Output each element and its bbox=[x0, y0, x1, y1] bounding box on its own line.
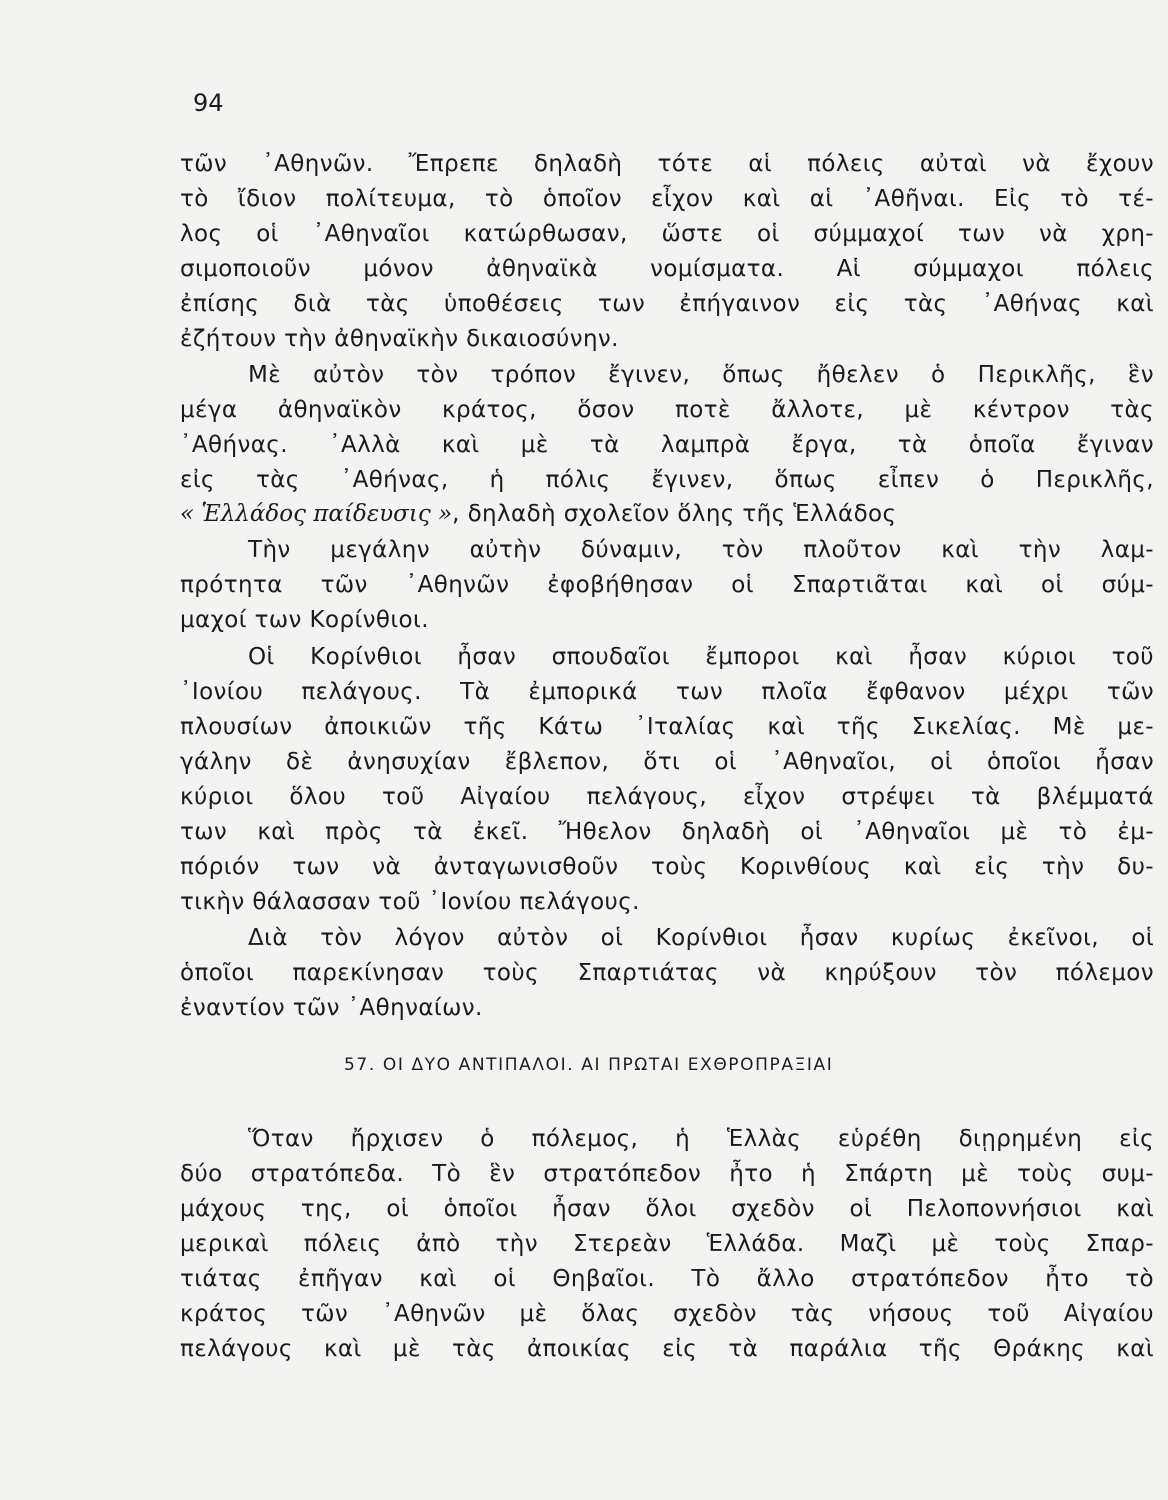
text-line: μάχους της, οἱ ὁποῖοι ἦσαν ὅλοι σχεδὸν οἱ Πελοποννήσιοι καὶ bbox=[180, 1196, 1154, 1222]
text-line: ὁποῖοι παρεκίνησαν τοὺς Σπαρτιάτας νὰ κηρύξουν τὸν πόλεμον bbox=[180, 960, 1154, 986]
page-number: 94 bbox=[193, 89, 224, 117]
text-line: πελάγους καὶ μὲ τὰς ἀποικίας εἰς τὰ παράλια τῆς Θράκης καὶ bbox=[180, 1336, 1154, 1362]
text-line-rest: , δηλαδὴ σχολεῖον ὅλης τῆς Ἑλλάδος bbox=[452, 501, 897, 527]
text-line: ἐπίσης διὰ τὰς ὑποθέσεις των ἐπήγαινον εἰς τὰς ᾿Αθήνας καὶ bbox=[180, 291, 1154, 317]
text-line: εἰς τὰς ᾿Αθήνας, ἡ πόλις ἔγινεν, ὅπως εἶπεν ὁ Περικλῆς, bbox=[180, 467, 1154, 493]
text-line: τικὴν θάλασσαν τοῦ ᾿Ιονίου πελάγους. bbox=[180, 889, 640, 915]
text-line: μερικαὶ πόλεις ἀπὸ τὴν Στερεὰν Ἑλλάδα. Μαζὶ μὲ τοὺς Σπαρ- bbox=[180, 1231, 1154, 1257]
section-heading: 57. ΟΙ ΔΥΟ ΑΝΤΙΠΑΛΟΙ. ΑΙ ΠΡΩΤΑΙ ΕΧΘΡΟΠΡΑΞΙΑΙ bbox=[344, 1055, 834, 1075]
text-line: Τὴν μεγάλην αὐτὴν δύναμιν, τὸν πλοῦτον καὶ τὴν λαμ- bbox=[248, 537, 1154, 563]
text-line: δύο στρατόπεδα. Τὸ ἓν στρατόπεδον ἦτο ἡ Σπάρτη μὲ τοὺς συμ- bbox=[180, 1161, 1154, 1187]
text-line: τῶν ᾿Αθηνῶν. Ἔπρεπε δηλαδὴ τότε αἱ πόλεις αὐταὶ νὰ ἔχουν bbox=[180, 151, 1154, 177]
text-line: γάλην δὲ ἀνησυχίαν ἔβλεπον, ὅτι οἱ ᾿Αθηναῖοι, οἱ ὁποῖοι ἦσαν bbox=[180, 749, 1154, 775]
text-line: σιμοποιοῦν μόνον ἀθηναϊκὰ νομίσματα. Αἱ σύμμαχοι πόλεις bbox=[180, 256, 1154, 282]
text-line: τιάτας ἐπῆγαν καὶ οἱ Θηβαῖοι. Τὸ ἄλλο στρατόπεδον ἦτο τὸ bbox=[180, 1266, 1154, 1292]
text-line: κράτος τῶν ᾿Αθηνῶν μὲ ὅλας σχεδὸν τὰς νήσους τοῦ Αἰγαίου bbox=[180, 1301, 1154, 1327]
text-line: Ὅταν ἤρχισεν ὁ πόλεμος, ἡ Ἑλλὰς εὑρέθη διῃρημένη εἰς bbox=[248, 1126, 1154, 1152]
text-line: λος οἱ ᾿Αθηναῖοι κατώρθωσαν, ὥστε οἱ σύμμαχοί των νὰ χρη- bbox=[180, 221, 1154, 247]
text-line bbox=[180, 497, 1154, 531]
text-line: τὸ ἴδιον πολίτευμα, τὸ ὁποῖον εἶχον καὶ αἱ ᾿Αθῆναι. Εἰς τὸ τέ- bbox=[180, 186, 1154, 212]
text-line: Διὰ τὸν λόγον αὐτὸν οἱ Κορίνθιοι ἦσαν κυρίως ἐκεῖνοι, οἱ bbox=[248, 925, 1154, 951]
text-line: μέγα ἀθηναϊκὸν κράτος, ὅσον ποτὲ ἄλλοτε, μὲ κέντρον τὰς bbox=[180, 397, 1154, 423]
text-line: των καὶ πρὸς τὰ ἐκεῖ. Ἤθελον δηλαδὴ οἱ ᾿Αθηναῖοι μὲ τὸ ἐμ- bbox=[180, 819, 1154, 845]
text-line: Οἱ Κορίνθιοι ἦσαν σπουδαῖοι ἔμποροι καὶ ἦσαν κύριοι τοῦ bbox=[248, 644, 1154, 670]
text-line: πρότητα τῶν ᾿Αθηνῶν ἐφοβήθησαν οἱ Σπαρτιᾶται καὶ οἱ σύμ- bbox=[180, 572, 1154, 598]
text-line: ᾿Αθήνας. ᾿Αλλὰ καὶ μὲ τὰ λαμπρὰ ἔργα, τὰ ὁποῖα ἔγιναν bbox=[180, 432, 1154, 458]
text-line: Μὲ αὐτὸν τὸν τρόπον ἔγινεν, ὅπως ἤθελεν ὁ Περικλῆς, ἓν bbox=[248, 362, 1154, 388]
text-line: ἐναντίον τῶν ᾿Αθηναίων. bbox=[180, 995, 483, 1021]
text-line: κύριοι ὅλου τοῦ Αἰγαίου πελάγους, εἶχον στρέψει τὰ βλέμματά bbox=[180, 784, 1154, 810]
quoted-phrase: « Ἑλλάδος παίδευσις » bbox=[180, 501, 453, 527]
text-line: ἐζήτουν τὴν ἀθηναϊκὴν δικαιοσύνην. bbox=[180, 326, 619, 352]
text-line: πλουσίων ἀποικιῶν τῆς Κάτω ᾿Ιταλίας καὶ τῆς Σικελίας. Μὲ με- bbox=[180, 714, 1154, 740]
text-line: ᾿Ιονίου πελάγους. Τὰ ἐμπορικά των πλοῖα ἔφθανον μέχρι τῶν bbox=[180, 679, 1154, 705]
text-line: πόριόν των νὰ ἀνταγωνισθοῦν τοὺς Κορινθίους καὶ εἰς τὴν δυ- bbox=[180, 854, 1154, 880]
text-line: μαχοί των Κορίνθιοι. bbox=[180, 607, 429, 633]
